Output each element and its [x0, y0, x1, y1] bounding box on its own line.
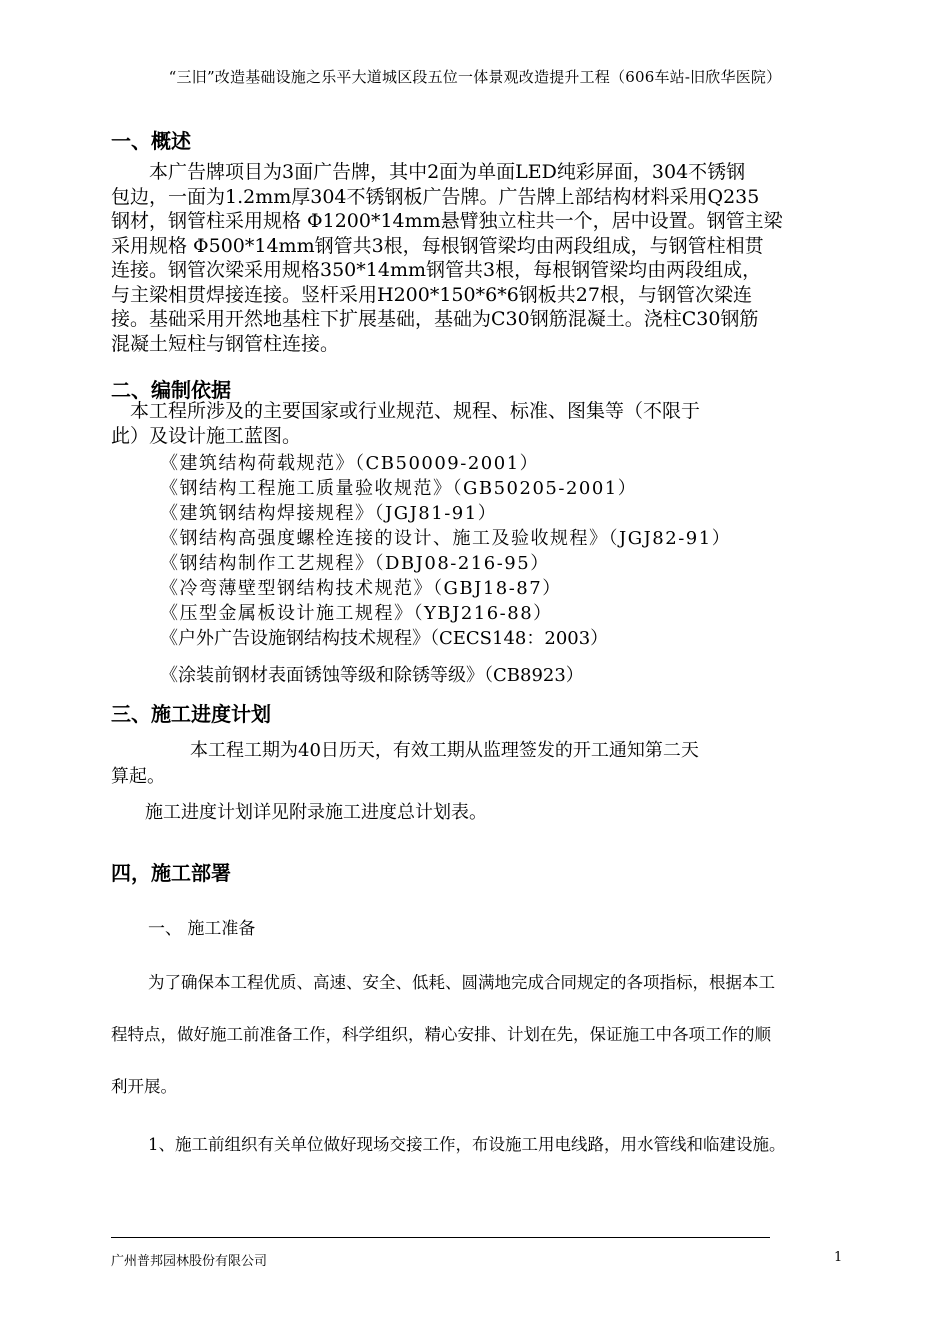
schedule-line: 施工进度计划详见附录施工进度总计划表。: [145, 802, 487, 823]
body-line: 利开展。: [111, 1077, 177, 1096]
body-line: 程特点，做好施工前准备工作，科学组织，精心安排、计划在先，保证施工中各项工作的顺: [111, 1025, 771, 1044]
sec1-line: 本广告牌项目为3面广告牌，其中2面为单面LED纯彩屏面，304不锈钢: [111, 161, 746, 183]
sec2-line: 此）及设计施工蓝图。: [111, 424, 302, 447]
section-2-title: 二、编制依据: [111, 378, 231, 402]
footer-divider: [111, 1237, 770, 1238]
sec1-line: 钢材，钢管柱采用规格 Φ1200*14mm悬臂独立柱共一个，居中设置。钢管主梁: [111, 210, 783, 232]
section-3-title: 三、施工进度计划: [111, 702, 271, 726]
body-line: 1、施工前组织有关单位做好现场交接工作，布设施工用电线路，用水管线和临建设施。: [148, 1135, 786, 1154]
sec1-line: 接。基础采用开然地基柱下扩展基础，基础为C30钢筋混凝土。浇柱C30钢筋: [111, 308, 759, 330]
footer-company: 广州普邦园林股份有限公司: [111, 1254, 268, 1269]
subsection-title: 一、 施工准备: [148, 919, 256, 939]
reference-item: 《建筑钢结构焊接规程》（JGJ81-91）: [160, 503, 498, 524]
reference-item: 《建筑结构荷载规范》（CB50009-2001）: [160, 453, 540, 474]
sec1-line: 包边，一面为1.2mm厚304不锈钢板广告牌。广告牌上部结构材料采用Q235: [111, 185, 760, 208]
body-line: 为了确保本工程优质、高速、安全、低耗、圆满地完成合同规定的各项指标，根据本工: [148, 973, 775, 992]
reference-item: 《冷弯薄壁型钢结构技术规范》（GBJ18-87）: [160, 578, 562, 599]
sec1-line: 连接。钢管次梁采用规格350*14mm钢管共3根，每根钢管梁均由两段组成，: [111, 259, 762, 281]
reference-item: 《涂装前钢材表面锈蚀等级和除锈等级》（CB8923）: [160, 665, 584, 686]
reference-item: 《钢结构高强度螺栓连接的设计、施工及验收规程》（JGJ82-91）: [160, 528, 732, 549]
page-header: “三旧”改造基础设施之乐平大道城区段五位一体景观改造提升工程（606车站-旧欣华医院）: [168, 68, 782, 86]
reference-item: 《钢结构制作工艺规程》（DBJ08-216-95）: [160, 553, 550, 574]
sec1-line: 混凝土短柱与钢管柱连接。: [111, 332, 340, 355]
page-number: 1: [834, 1250, 843, 1265]
schedule-line: 本工程工期为40日历天，有效工期从监理签发的开工通知第二天: [190, 740, 699, 761]
sec1-line: 采用规格 Φ500*14mm钢管共3根，每根钢管梁均由两段组成，与钢管柱相贯: [111, 234, 764, 257]
section-1-body: [111, 160, 846, 356]
sec2-line: 本工程所涉及的主要国家或行业规范、规程、标准、图集等（不限于: [111, 400, 701, 422]
reference-item: 《钢结构工程施工质量验收规范》（GB50205-2001）: [160, 478, 638, 499]
sec1-line: 与主梁相贯焊接连接。竖杆采用H200*150*6*6钢板共27根，与钢管次梁连: [111, 283, 752, 306]
section-2-intro: [111, 399, 846, 448]
reference-item: 《压型金属板设计施工规程》（YBJ216-88）: [160, 603, 553, 624]
section-1-title: 一、概述: [111, 129, 191, 153]
schedule-line: 算起。: [111, 766, 165, 787]
reference-item: 《户外广告设施钢结构技术规程》（CECS148：2003）: [160, 628, 609, 649]
section-4-title: 四，施工部署: [111, 861, 231, 885]
